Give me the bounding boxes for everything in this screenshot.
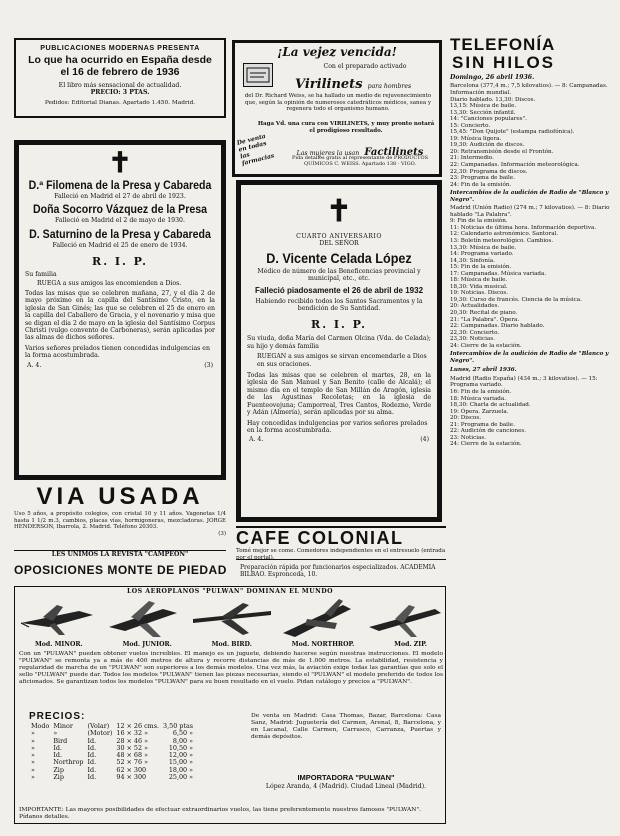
ref-center: A. 4. bbox=[249, 436, 264, 444]
cafe-colonial-ad bbox=[236, 526, 446, 560]
radio-schedule-line: 20,30: Recital de piano. bbox=[450, 310, 518, 316]
cross-icon-center: ✝ bbox=[326, 194, 352, 229]
price-cell: Id. bbox=[87, 736, 97, 745]
price-cell: 10,50 » bbox=[168, 743, 194, 752]
radio-schedule-line: 9: Fin de la emisión. bbox=[450, 218, 508, 225]
radio-schedule-line: 15,45: "Don Quijote" (estampa radiofónica). bbox=[450, 129, 575, 136]
price-cell: » bbox=[31, 729, 35, 738]
price-cell: Id. bbox=[87, 773, 97, 782]
price-cell: 94 × 300 bbox=[116, 773, 147, 782]
model-bird-label: Mod. BIRD. bbox=[211, 641, 252, 648]
deceased-name-3: D. Saturnino de la Presa y Cabareda bbox=[29, 228, 211, 241]
role-center: Médico de número de las Beneficencias provincial y municipal, etc., etc. bbox=[257, 267, 421, 283]
pub-price: PRECIO: 3 PTAS. bbox=[90, 89, 150, 97]
price-cell: Id. bbox=[87, 751, 97, 760]
radio-schedule-line: Madrid (Radio España) (434 m.; 3 kilovatios). — 15: Programa variado. bbox=[450, 375, 598, 389]
radio-schedule-line: 14: Programa variado. bbox=[450, 251, 514, 258]
cafe-body: Tomé mejor se come. Comedores independientes en el entresuelo (entrada por el portal). bbox=[236, 548, 446, 561]
virilinets-brand-suffix: para hombres bbox=[367, 83, 412, 90]
radio-schedule-line: 15: Fin de la emisión. bbox=[450, 264, 512, 271]
pulwan-banner: LOS AEROPLANOS "PULWAN" DOMINAN EL MUNDO bbox=[126, 588, 334, 595]
radio-schedule-line: 13: Boletín meteorológico. Cambios. bbox=[450, 237, 554, 244]
price-cell: Zip bbox=[53, 773, 64, 782]
ref-left: A. 4. bbox=[27, 361, 42, 369]
radio-schedule-line: 13,30: Música de baile. bbox=[450, 244, 517, 251]
radio-schedule-line: 19: Música ligera. bbox=[450, 135, 502, 142]
price-cell: 25,00 » bbox=[168, 773, 194, 782]
price-cell: » bbox=[31, 765, 35, 774]
via-usada-ad bbox=[14, 484, 226, 550]
pulwan-importadora: IMPORTADORA "PULWAN" bbox=[297, 773, 395, 782]
via-usada-ref: (3) bbox=[218, 530, 226, 537]
radio-schedule-line: 22,30: Concierto. bbox=[450, 329, 500, 336]
price-cell: Id. bbox=[87, 758, 97, 767]
rip-left: R. I. P. bbox=[92, 255, 148, 269]
pulwan-ad bbox=[14, 586, 446, 824]
price-cell: » bbox=[31, 773, 35, 782]
price-cell: Modo bbox=[31, 722, 50, 730]
price-cell: » bbox=[53, 729, 58, 738]
price-cell: 18,00 » bbox=[168, 765, 194, 774]
pub-headline-2: el 16 de febrero de 1936 bbox=[60, 66, 180, 78]
virilinets-women-brand: Factilinets bbox=[364, 147, 424, 158]
aniversario: CUARTO ANIVERSARIO bbox=[296, 233, 382, 240]
price-cell: Id. bbox=[53, 751, 62, 760]
oposiciones-title: OPOSICIONES MONTE DE PIEDAD bbox=[14, 563, 227, 577]
price-cell: (Motor) bbox=[87, 729, 113, 738]
radio-schedule-line: 24: Cierre de la estación. bbox=[450, 342, 522, 349]
family-left: Su familia bbox=[25, 271, 57, 279]
virilinets-title: ¡La vejez vencida! bbox=[277, 45, 397, 59]
radio-schedule-line: 12: Calendario astronómico. Santoral. bbox=[450, 231, 559, 238]
model-zip-label: Mod. ZIP. bbox=[394, 641, 427, 648]
radio-schedule-line: 21: Intermedio. bbox=[450, 155, 494, 162]
ruega-left: RUEGA a sus amigos las encomienden a Dios. bbox=[37, 279, 182, 287]
deceased-date-3: Falleció en Madrid el 25 de enero de 1934. bbox=[52, 241, 188, 249]
plane-junior-icon bbox=[105, 597, 181, 641]
virilinets-body-2: Haga Vd. una cura con VIRILINETS, y muy pronto notará el prodigioso resultado. bbox=[257, 121, 435, 134]
radio-schedule-line: 17: Campanadas. Música variada. bbox=[450, 270, 547, 277]
price-cell: 12 × 26 cms. bbox=[116, 722, 160, 730]
body-center: Todas las misas que se celebren el martes, 28, en la iglesia de San Manuel y San Benito (calle de Alcalá); el mismo día en el templo de San Millán de Aragón, iglesia de las Agustinas Recoletas; en la iglesia de Fuenteovejuna; Camporreal, Tres Cantos, Rodezno, Verde y Adán (Almería), serán aplicadas por su alma. bbox=[247, 372, 431, 417]
radio-schedule-line: 21: Programa de baile. bbox=[450, 421, 515, 428]
radio-schedule-line: 24: Cierre de la estación. bbox=[450, 441, 522, 448]
plane-zip-icon bbox=[365, 601, 443, 641]
price-row bbox=[29, 774, 195, 781]
radio-schedule-line: Intercambios de la audición de Radio de "Blanco y Negro". bbox=[450, 351, 609, 364]
radio-schedule-line: 13,30: Sección infantil. bbox=[450, 109, 516, 116]
radio-schedule-line: 22,30: Programa de discos. bbox=[450, 168, 528, 175]
price-cell: » bbox=[31, 736, 35, 745]
radio-schedule-line: 22: Campanadas. Información meteorológica. bbox=[450, 161, 580, 168]
pulwan-importante: IMPORTANTE: Las mayores posibilidades de efectuar extraordinarios vuelos, las tiene preferentemente nuestros famosos "PULWAN". Pídanos detalles. bbox=[19, 807, 422, 820]
price-cell: 52 × 76 » bbox=[116, 758, 148, 767]
telefonia-schedule bbox=[450, 83, 610, 448]
pulwan-body: Con un "PULWAN" pueden obtener vuelos increíbles. El manejo es un juguete, debiendo hacerse según nuestras instrucciones. El modelo "PULWAN" se remonta ya a más de 400 metros de altura y recorre distancias de más de 1.000 metros. La estabilidad, resistencia y regularidad de marcha de un "PULWAN" son superiores a los demás modelos. Una vez más, la aviación exige todas las garantías que solo el sello "PULWAN" puede dar. Todos los modelos "PULWAN" tienen las piezas necesarias, siendo el "PULWAN" el modelo preferido de todos los aficionados. Se garantizan todos los modelos "PULWAN" para su buen resultado en el vuelo. Pidan catálogo y precios a "PULWAN". bbox=[19, 651, 443, 685]
oposiciones-body: Preparación rápida por funcionarios especializados. ACADEMIA BILBAO. Espronceda, 10. bbox=[240, 564, 436, 578]
virilinets-box-icon bbox=[243, 63, 273, 87]
radio-schedule-line: Barcelona (377,4 m.; 7,5 kilovatios). — 8: Campanadas. Información mundial. bbox=[450, 83, 608, 96]
virilinets-brand-row bbox=[295, 73, 435, 92]
viuda-center: Su viuda, doña María del Carmen Olcina (Vda. de Celada); su hijo y demás familia bbox=[247, 335, 432, 350]
radio-schedule-line: 23,30: Noticias. bbox=[450, 336, 495, 343]
price-cell: Id. bbox=[87, 765, 97, 774]
rip-center: R. I. P. bbox=[311, 318, 367, 332]
pub-title: PUBLICACIONES MODERNAS PRESENTA bbox=[40, 43, 200, 52]
price-cell: 3,50 ptas bbox=[163, 722, 194, 730]
price-cell: Bird bbox=[53, 736, 68, 745]
radio-schedule-line: Diario hablado. 13,30: Discos. bbox=[450, 96, 536, 103]
price-cell: 15,00 » bbox=[168, 758, 194, 767]
radio-schedule-line: 15: Concierto. bbox=[450, 122, 491, 129]
model-northrop-label: Mod. NORTHROP. bbox=[291, 641, 355, 648]
model-junior-label: Mod. JUNIOR. bbox=[122, 641, 172, 648]
radio-schedule-line: 20: Retransmisión desde el Frontón. bbox=[450, 148, 554, 155]
radio-schedule-line: 19: Ópera. Zarzuela. bbox=[450, 408, 509, 415]
price-cell: 12,00 » bbox=[168, 751, 194, 760]
telefonia-title-1: TELEFONÍA bbox=[450, 35, 556, 54]
virilinets-ad bbox=[232, 40, 442, 177]
plane-northrop-icon bbox=[277, 597, 359, 641]
radio-schedule-line: 23: Noticias. bbox=[450, 434, 486, 441]
radio-schedule-line: 14: "Canciones populares". bbox=[450, 116, 527, 123]
ref2-center: (4) bbox=[420, 436, 429, 444]
ref-row-center bbox=[249, 436, 429, 443]
oposiciones-ad bbox=[14, 562, 446, 584]
radio-schedule-line: 14,30: Sinfonía. bbox=[450, 257, 495, 264]
price-cell: (Volar) bbox=[87, 722, 110, 730]
price-cell: 16 × 32 » bbox=[116, 729, 148, 738]
esquela-center bbox=[236, 180, 442, 522]
radio-schedule-line: 22: Campanadas. Diario hablado. bbox=[450, 323, 545, 330]
plane-minor-icon bbox=[19, 601, 95, 639]
radio-schedule-line: 20: Actualidades. bbox=[450, 303, 500, 310]
campeon-line: LES UNIMOS LA REVISTA "CAMPEON" bbox=[51, 551, 189, 558]
deceased-date-2: Falleció en Madrid el 2 de mayo de 1930. bbox=[55, 217, 185, 225]
body-left: Todas las misas que se celebren mañana, 27, y el día 2 de mayo próximo en la capilla del Santísimo Cristo, en la iglesia de San Ginés; las que se celebren el 25 de enero en la capilla del Caballero de Gracia, y el novenario y misa que se digan el día 2 de mayo en la iglesia del Santísimo Corpus Christi (vulgo convento de Carboneras), serán aplicadas por las almas de dichos señores. bbox=[25, 290, 215, 342]
radio-schedule-line: 19,30: Curso de francés. Ciencia de la música. bbox=[450, 296, 582, 303]
price-cell: 48 × 68 » bbox=[116, 751, 148, 760]
model-minor-label: Mod. MINOR. bbox=[34, 641, 83, 648]
price-cell: Id. bbox=[53, 743, 62, 752]
indulg-center: Hay concedidas indulgencias por varios señores prelados en la forma acostumbrada. bbox=[247, 419, 428, 434]
radio-schedule-line: 19,30: Audición de discos. bbox=[450, 142, 525, 149]
sacr-center: Habiendo recibido todos los Santos Sacramentos y la bendición de Su Santidad. bbox=[255, 297, 423, 313]
price-cell: Minor bbox=[53, 722, 73, 730]
radio-schedule-line: Madrid (Unión Radio) (274 m.; 7 kilovatios). — 8: Diario hablado "La Palabra". bbox=[450, 205, 610, 218]
radio-schedule-line: 21: "La Palabra". Ópera. bbox=[450, 316, 520, 323]
radio-schedule-line: 18,30: Vida musical. bbox=[450, 283, 508, 290]
del-senor: DEL SEÑOR bbox=[319, 240, 359, 248]
radio-schedule-line: 24: Fin de la emisión. bbox=[450, 181, 512, 188]
telefonia-date: Domingo, 26 abril 1936. bbox=[450, 74, 535, 81]
deceased-name-center: D. Vicente Celada López bbox=[266, 249, 412, 266]
price-cell: Northrop bbox=[53, 758, 84, 767]
death-center: Falleció piadosamente el 26 de abril de 1932 bbox=[254, 285, 424, 295]
virilinets-women-line: Las mujeres la usan bbox=[296, 150, 360, 157]
deceased-name-1: D.ª Filomena de la Presa y Cabareda bbox=[28, 180, 212, 192]
radio-schedule-line: 20: Discos. bbox=[450, 415, 482, 422]
via-usada-body: Uso 5 años, a propósito colegios, con cristal 10 y 11 años. Vagonetas 1/4 hasta 1 1/2 m.3, cambios, placas vías, hormigoneras, mezcladoras. JORGE HENDERSON, Ibarrola, 2. Madrid. Teléfono 20303. bbox=[14, 511, 226, 531]
radio-schedule-line: Intercambios de la audición de Radio de "Blanco y Negro". bbox=[450, 190, 609, 203]
virilinets-body-1: del Dr. Richard Weiss, se ha hallado un medio de rejuvenecimiento que, según la opinión de numerosos catedráticos médicos, sanea y regenera todo el organismo humano. bbox=[244, 93, 432, 113]
radio-date-monday: Lunes, 27 abril 1936. bbox=[450, 367, 517, 374]
price-cell: 30 × 52 » bbox=[116, 743, 148, 752]
price-cell: 28 × 46 » bbox=[116, 736, 148, 745]
cafe-title: CAFE COLONIAL bbox=[236, 528, 404, 548]
virilinets-stamp: De venta en todas las farmacias bbox=[236, 132, 276, 168]
ref2-left: (3) bbox=[204, 361, 213, 369]
virilinets-brand: Virilinets bbox=[295, 77, 363, 92]
pub-desc: El libro más sensacional de actualidad. bbox=[58, 82, 182, 89]
precios-label: PRECIOS: bbox=[29, 711, 86, 722]
radio-schedule-line: 18: Música de baile. bbox=[450, 277, 508, 284]
pub-pedidos: Pedidos: Editorial Dianas. Apartado 1.450. Madrid. bbox=[44, 99, 196, 106]
price-cell: 62 × 300 bbox=[116, 765, 147, 774]
cross-icon: ✝ bbox=[108, 146, 132, 179]
pulwan-sales: De venta en Madrid: Casa Thomas, Bazar, Barcelona: Casa Sanz, Madrid: Juguetería del Carmen, Arenal, 8, Barcelona, y en Lacanal, Calle Carmen, Carrasco, Carranza, Puertas y demás depósitos. bbox=[251, 713, 441, 740]
price-cell: » bbox=[31, 758, 35, 767]
price-cell: Id. bbox=[87, 743, 97, 752]
radio-schedule-line: 18: Música variada. bbox=[450, 395, 507, 402]
radio-schedule-line: 13,15: Música de baile. bbox=[450, 103, 517, 110]
price-cell: » bbox=[31, 751, 35, 760]
radio-schedule-line: 22: Audición de canciones. bbox=[450, 428, 527, 435]
price-cell: » bbox=[31, 743, 35, 752]
pub-box bbox=[14, 38, 226, 118]
esquela-left bbox=[14, 140, 226, 480]
telefonia-column bbox=[450, 36, 610, 816]
radio-schedule-line: 18,30: Charla de actualidad. bbox=[450, 402, 531, 409]
radio-schedule-line: 11: Noticias de última hora. Información deportiva. bbox=[450, 224, 597, 231]
pulwan-models-row bbox=[15, 641, 447, 648]
via-usada-title: VIA USADA bbox=[36, 483, 204, 510]
prelates-left: Varios señores prelados tienen concedidas indulgencias en la forma acostumbrada. bbox=[25, 344, 210, 360]
ruegan-center: RUEGAN a sus amigos se sirvan encomendarle a Dios en sus oraciones. bbox=[257, 353, 427, 368]
price-table bbox=[29, 723, 195, 781]
plane-bird-icon bbox=[191, 599, 273, 639]
deceased-date-1: Falleció en Madrid el 27 de abril de 1923. bbox=[54, 193, 186, 200]
radio-schedule-line: 16: Fin de la emisión. bbox=[450, 389, 512, 396]
telefonia-title-2: SIN HILOS bbox=[452, 53, 556, 72]
price-cell: 6,50 » bbox=[172, 729, 194, 738]
virilinets-sub: Con el preparado activado bbox=[323, 63, 407, 70]
price-cell: Zip bbox=[53, 765, 64, 774]
radio-schedule-line: 23: Programa de baile. bbox=[450, 175, 515, 182]
deceased-name-2: Doña Socorro Vázquez de la Presa bbox=[32, 204, 208, 217]
pulwan-address: López Aranda, 4 (Madrid). Ciudad Lineal (Madrid). bbox=[265, 783, 427, 790]
virilinets-footer: Pida detalles gratis al representante de PRODUCTOS QUÍMICOS C. WEISS. Apartado 138 · VIGO. bbox=[292, 155, 428, 167]
ref-row-left bbox=[27, 362, 213, 369]
pub-headline-1: Lo que ha ocurrido en España desde bbox=[28, 54, 212, 66]
radio-schedule-line: 19: Noticias. Discos. bbox=[450, 290, 509, 297]
price-cell: 8,00 » bbox=[172, 736, 194, 745]
